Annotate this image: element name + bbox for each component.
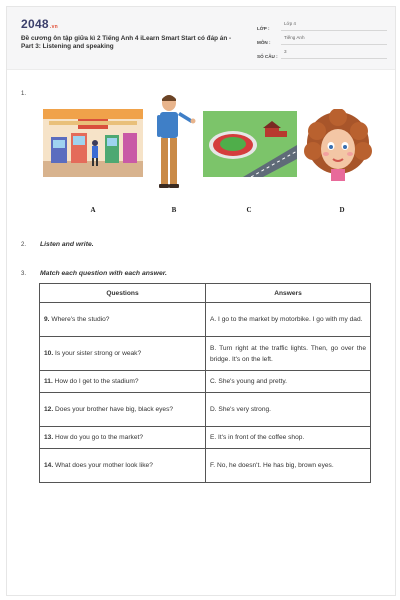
header [7, 7, 395, 70]
answer-cell: A. I go to the market by motorbike. I go with my dad. [206, 303, 371, 337]
subject-field [257, 33, 387, 45]
answer-cell: C. She's young and pretty. [206, 371, 371, 393]
class-field [257, 19, 387, 31]
class-label: LỚP : [257, 26, 270, 31]
answers-header: Answers [206, 284, 371, 303]
table-row [40, 427, 371, 449]
table-row [40, 337, 371, 371]
matching-table [39, 283, 371, 483]
arcade-icon [43, 109, 143, 177]
question-cell: 10. Is your sister strong or weak? [40, 337, 206, 371]
table-header-row [40, 284, 371, 303]
section3-instruction: Match each question with each answer. [40, 270, 167, 277]
image-a-letter: A [90, 206, 96, 214]
curly-hair-girl-icon [303, 109, 373, 181]
table-row [40, 371, 371, 393]
questions-header: Questions [40, 284, 206, 303]
question-count-field [257, 47, 387, 59]
table-row [40, 303, 371, 337]
answer-cell: E. It's in front of the coffee shop. [206, 427, 371, 449]
section2-instruction: Listen and write. [40, 241, 94, 248]
page-title: Đề cương ôn tập giữa kì 2 Tiếng Anh 4 iLearn Smart Start có đáp án - Part 3: Listening and speaking [21, 35, 232, 50]
image-b-letter: B [171, 206, 177, 214]
table-row [40, 393, 371, 427]
question-count-value: 3 [281, 49, 387, 59]
class-value: Lớp 4 [281, 21, 387, 31]
site-logo[interactable]: 2048.vn [21, 17, 59, 31]
section2-number: 2. [21, 242, 27, 248]
section3-number: 3. [21, 271, 27, 277]
question-cell: 9. Where's the studio? [40, 303, 206, 337]
question-cell: 13. How do you go to the market? [40, 427, 206, 449]
answer-cell: B. Turn right at the traffic lights. Then, go over the bridge. It's on the left. [206, 337, 371, 371]
image-c-letter: C [246, 206, 252, 214]
answer-cell: F. No, he doesn't. He has big, brown eyes. [206, 449, 371, 483]
worksheet-page [6, 6, 396, 596]
question-cell: 12. Does your brother have big, black eyes? [40, 393, 206, 427]
question-cell: 14. What does your mother look like? [40, 449, 206, 483]
section1-number: 1. [21, 91, 27, 97]
subject-value: Tiếng Anh [281, 35, 387, 45]
subject-label: MÔN : [257, 40, 271, 45]
table-row [40, 449, 371, 483]
man-pointing-icon [147, 93, 199, 197]
question-count-label: SỐ CÂU : [257, 54, 278, 59]
image-d-letter: D [339, 206, 345, 214]
answer-cell: D. She's very strong. [206, 393, 371, 427]
stadium-icon [203, 111, 297, 177]
meta-fields [257, 19, 387, 61]
question-cell: 11. How do I get to the stadium? [40, 371, 206, 393]
